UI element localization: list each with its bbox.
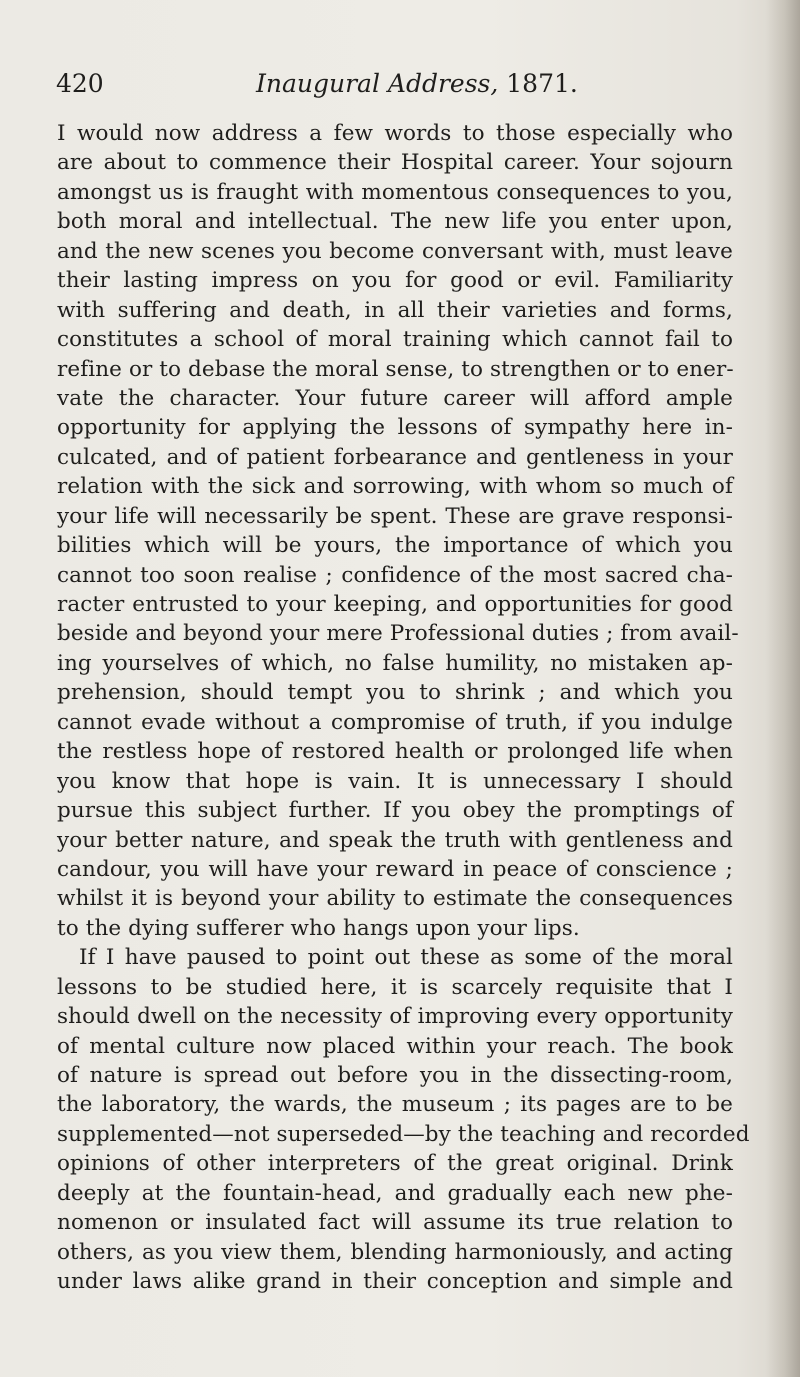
paragraph [57, 119, 739, 943]
text-line: supplemented—not superseded—by the teaching and recorded [57, 1121, 750, 1147]
text-line: the laboratory, the wards, the museum ; its pages are to be [57, 1092, 733, 1118]
text-line: cannot too soon realise ; confidence of the most sacred cha- [57, 562, 733, 588]
text-line: under laws alike grand in their conception and simple and [57, 1269, 733, 1295]
text-line: ing yourselves of which, no false humility, no mistaken ap- [57, 650, 733, 676]
page-edge-shadow [766, 0, 800, 1377]
running-header [56, 64, 736, 104]
text-line: of nature is spread out before you in the dissecting-room, [57, 1063, 733, 1088]
text-line: prehension, should tempt you to shrink ; and which you [57, 680, 733, 706]
text-line: pursue this subject further. If you obey the promptings of [57, 798, 733, 824]
text-line: constitutes a school of moral training which cannot fail to [57, 327, 733, 353]
page-number: 420 [56, 69, 104, 98]
text-line: to the dying sufferer who hangs upon your lips. [57, 915, 580, 941]
text-line: your better nature, and speak the truth with gentleness and [57, 827, 733, 853]
paragraph [57, 943, 750, 1296]
text-line: opportunity for applying the lessons of sympathy here in- [57, 415, 733, 441]
text-line: lessons to be studied here, it is scarcely requisite that I [57, 974, 733, 1000]
text-line: vate the character. Your future career will afford ample [57, 385, 733, 411]
text-line: with suffering and death, in all their varieties and forms, [57, 297, 733, 323]
text-line: both moral and intellectual. The new life you enter upon, [57, 209, 733, 235]
text-line: cannot evade without a compromise of truth, if you indulge [57, 709, 733, 735]
text-line: deeply at the fountain-head, and gradually each new phe- [57, 1180, 733, 1206]
text-line: bilities which will be yours, the importance of which you [57, 533, 733, 559]
text-line: others, as you view them, blending harmoniously, and acting [57, 1239, 733, 1265]
text-line: If I have paused to point out these as some of the moral [79, 945, 733, 971]
text-line: beside and beyond your mere Professional duties ; from avail- [57, 621, 739, 647]
text-line: refine or to debase the moral sense, to strengthen or to ener- [57, 356, 734, 382]
text-line: whilst it is beyond your ability to estimate the consequences [57, 886, 733, 912]
running-title-text: Inaugural Address, [256, 69, 499, 98]
text-line: culcated, and of patient forbearance and gentleness in your [57, 444, 733, 470]
text-line: candour, you will have your reward in peace of conscience ; [57, 856, 733, 882]
text-line: racter entrusted to your keeping, and opportunities for good [57, 592, 733, 617]
text-line: and the new scenes you become conversant with, must leave [57, 238, 733, 264]
text-line: are about to commence their Hospital career. Your sojourn [57, 150, 733, 176]
text-line: your life will necessarily be spent. These are grave responsi- [57, 503, 733, 529]
text-line: relation with the sick and sorrowing, with whom so much of [57, 474, 733, 500]
running-title [256, 64, 578, 104]
text-line: the restless hope of restored health or prolonged life when [57, 739, 733, 765]
running-title-year: 1871. [506, 69, 578, 98]
text-line: of mental culture now placed within your reach. The book [57, 1033, 733, 1059]
text-line: amongst us is fraught with momentous consequences to you, [57, 179, 733, 205]
text-line: opinions of other interpreters of the great original. Drink [57, 1151, 733, 1177]
text-line: should dwell on the necessity of improving every opportunity [57, 1004, 733, 1030]
text-line: their lasting impress on you for good or evil. Familiarity [57, 268, 733, 294]
text-line: you know that hope is vain. It is unnecessary I should [57, 768, 733, 794]
body-text [57, 119, 750, 1297]
text-line: I would now address a few words to those especially who [57, 121, 733, 146]
text-line: nomenon or insulated fact will assume its true relation to [57, 1210, 733, 1236]
